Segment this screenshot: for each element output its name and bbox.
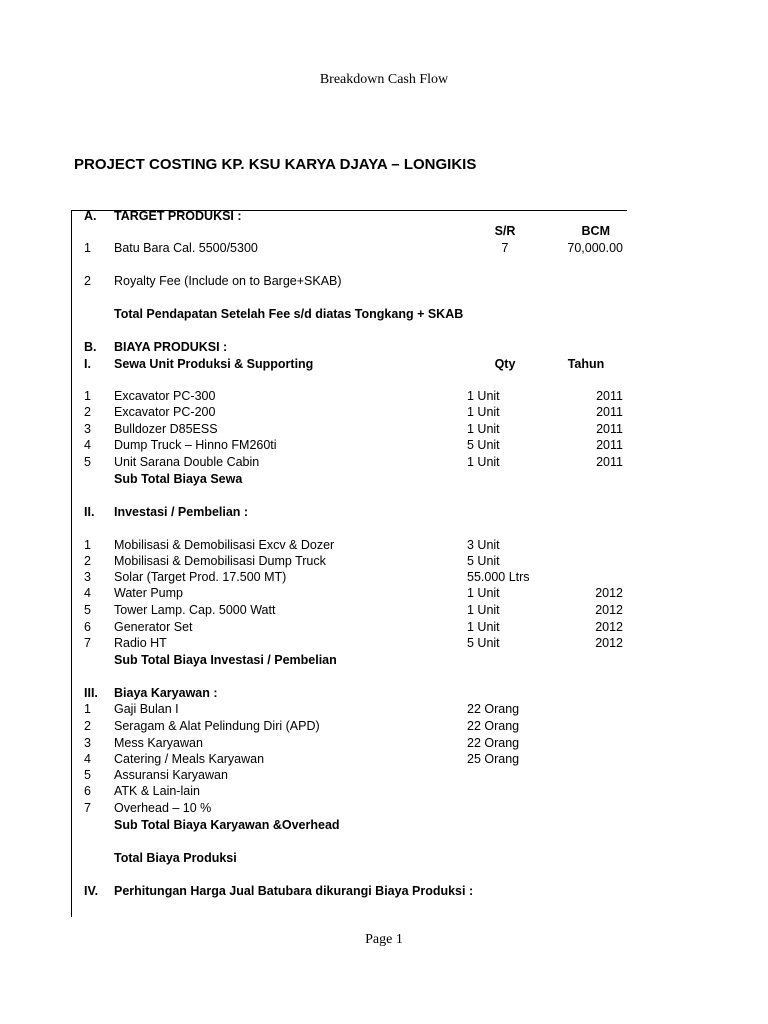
row-number: 3 <box>84 570 91 584</box>
table-row <box>0 421 768 438</box>
row-number: 5 <box>84 603 91 617</box>
section-a-column-headers <box>0 223 768 240</box>
row-label: Radio HT <box>114 636 167 650</box>
subsection-number: IV. <box>84 884 99 898</box>
table-row <box>0 619 768 636</box>
subtotal-label: Sub Total Biaya Sewa <box>114 472 243 486</box>
row-year: 2012 <box>595 620 623 634</box>
table-row <box>0 585 768 602</box>
row-label: Bulldozer D85ESS <box>114 422 218 436</box>
row-qty: 1 Unit <box>467 422 500 436</box>
row-label: Tower Lamp. Cap. 5000 Watt <box>114 603 276 617</box>
row-label: Excavator PC-300 <box>114 389 216 403</box>
section-a-header <box>0 206 768 220</box>
row-label: Mess Karyawan <box>114 736 203 750</box>
row-qty: 1 Unit <box>467 620 500 634</box>
row-label: Water Pump <box>114 586 184 600</box>
page-footer: Page 1 <box>365 932 403 947</box>
table-row <box>0 553 768 570</box>
row-number: 5 <box>84 768 91 782</box>
row-qty: 1 Unit <box>467 455 500 469</box>
row-number: 7 <box>84 636 91 650</box>
row-number: 6 <box>84 620 91 634</box>
row-year: 2012 <box>595 636 623 650</box>
row-qty: 22 Orang <box>467 702 520 716</box>
subtotal-row <box>0 471 768 488</box>
table-row <box>0 800 768 817</box>
row-number: 4 <box>84 586 91 600</box>
section-label: BIAYA PRODUKSI : <box>114 340 228 354</box>
subsection-iv-header <box>0 883 768 900</box>
table-row <box>0 735 768 752</box>
row-qty: 22 Orang <box>467 719 520 733</box>
row-year: 2012 <box>595 586 623 600</box>
row-number: 2 <box>84 719 91 733</box>
column-header-qty: Qty <box>494 357 516 371</box>
table-row <box>0 273 768 290</box>
row-number: 2 <box>84 554 91 568</box>
table-row <box>0 701 768 718</box>
row-qty: 55.000 Ltrs <box>467 570 530 584</box>
row-number: 7 <box>84 801 91 815</box>
row-year: 2011 <box>596 405 623 419</box>
table-row <box>0 783 768 800</box>
row-year: 2011 <box>596 438 623 452</box>
table-row <box>0 767 768 784</box>
table-row <box>0 718 768 735</box>
row-qty: 5 Unit <box>467 636 500 650</box>
row-label: Solar (Target Prod. 17.500 MT) <box>114 570 287 584</box>
row-qty: 5 Unit <box>467 438 500 452</box>
table-row <box>0 240 768 257</box>
total-label: Total Biaya Produksi <box>114 851 237 865</box>
row-qty: 3 Unit <box>467 538 500 552</box>
row-label: ATK & Lain-lain <box>114 784 200 798</box>
row-label: Overhead – 10 % <box>114 801 212 815</box>
row-qty: 1 Unit <box>467 603 500 617</box>
section-label: TARGET PRODUKSI : <box>114 209 242 220</box>
document-title: PROJECT COSTING KP. KSU KARYA DJAYA – LONGIKIS <box>74 156 477 173</box>
row-label: Excavator PC-200 <box>114 405 216 419</box>
row-number: 3 <box>84 422 91 436</box>
row-label: Batu Bara Cal. 5500/5300 <box>114 241 258 255</box>
row-qty: 1 Unit <box>467 586 500 600</box>
table-row <box>0 404 768 421</box>
subsection-number: I. <box>84 357 91 371</box>
table-row <box>0 454 768 471</box>
row-label: Mobilisasi & Demobilisasi Excv & Dozer <box>114 538 335 552</box>
table-row <box>0 602 768 619</box>
section-b-header <box>0 339 768 356</box>
row-qty: 25 Orang <box>467 752 520 766</box>
row-label: Dump Truck – Hinno FM260ti <box>114 438 277 452</box>
row-number: 1 <box>84 702 91 716</box>
production-total-row <box>0 850 768 867</box>
row-qty: 22 Orang <box>467 736 520 750</box>
table-row <box>0 635 768 652</box>
section-a-total <box>0 306 768 323</box>
subsection-label: Perhitungan Harga Jual Batubara dikurangi Biaya Produksi : <box>114 884 474 898</box>
column-header-bcm: BCM <box>581 224 610 238</box>
subsection-label: Biaya Karyawan : <box>114 686 218 700</box>
row-label: Unit Sarana Double Cabin <box>114 455 260 469</box>
row-label: Generator Set <box>114 620 193 634</box>
row-year: 2011 <box>596 455 623 469</box>
section-number: B. <box>84 340 97 354</box>
row-number: 5 <box>84 455 91 469</box>
section-number: A. <box>84 209 97 220</box>
row-qty: 5 Unit <box>467 554 500 568</box>
subsection-label: Investasi / Pembelian : <box>114 505 249 519</box>
subtotal-label: Sub Total Biaya Karyawan &Overhead <box>114 818 340 832</box>
page-header: Breakdown Cash Flow <box>319 72 449 87</box>
row-label: Mobilisasi & Demobilisasi Dump Truck <box>114 554 326 568</box>
row-number: 6 <box>84 784 91 798</box>
row-qty: 1 Unit <box>467 389 500 403</box>
table-row <box>0 437 768 454</box>
table-row <box>0 751 768 768</box>
total-label: Total Pendapatan Setelah Fee s/d diatas Tongkang + SKAB <box>114 307 464 321</box>
row-number: 4 <box>84 438 91 452</box>
row-label: Royalty Fee (Include on to Barge+SKAB) <box>114 274 342 288</box>
row-label: Assuransi Karyawan <box>114 768 228 782</box>
subtotal-row <box>0 817 768 834</box>
row-number: 2 <box>84 405 91 419</box>
row-number: 1 <box>84 241 91 255</box>
table-row <box>0 537 768 554</box>
subsection-number: III. <box>84 686 98 700</box>
subsection-label: Sewa Unit Produksi & Supporting <box>114 357 314 371</box>
subsection-i-header <box>0 356 768 373</box>
subtotal-label: Sub Total Biaya Investasi / Pembelian <box>114 653 337 667</box>
column-header-sr: S/R <box>494 224 516 238</box>
row-number: 1 <box>84 538 91 552</box>
row-label: Gaji Bulan I <box>114 702 179 716</box>
row-year: 2012 <box>595 603 623 617</box>
subsection-number: II. <box>84 505 95 519</box>
row-year: 2011 <box>596 422 623 436</box>
row-year: 2011 <box>596 389 623 403</box>
row-qty: 1 Unit <box>467 405 500 419</box>
row-label: Seragam & Alat Pelindung Diri (APD) <box>114 719 320 733</box>
column-header-year: Tahun <box>567 357 605 371</box>
table-row <box>0 388 768 405</box>
table-row <box>0 569 768 586</box>
row-number: 2 <box>84 274 91 288</box>
row-sr: 7 <box>501 241 509 255</box>
row-number: 1 <box>84 389 91 403</box>
row-number: 3 <box>84 736 91 750</box>
subtotal-row <box>0 652 768 669</box>
row-label: Catering / Meals Karyawan <box>114 752 265 766</box>
subsection-iii-header <box>0 685 768 702</box>
row-bcm: 70,000.00 <box>567 241 623 255</box>
subsection-ii-header <box>0 504 768 521</box>
row-number: 4 <box>84 752 91 766</box>
